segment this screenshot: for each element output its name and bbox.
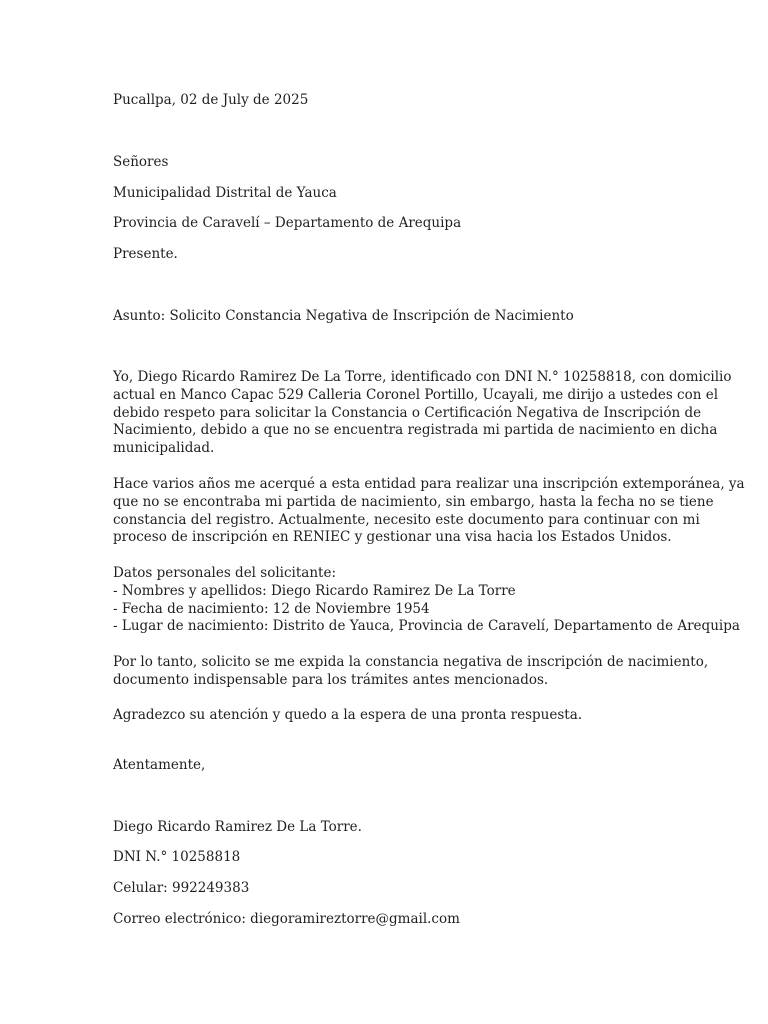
body-paragraph-4	[113, 654, 709, 690]
signature-dni: DNI N.° 10258818	[113, 849, 241, 865]
subject-line: Asunto: Solicito Constancia Negativa de Inscripción de Nacimiento	[113, 308, 574, 324]
paragraph-line: municipalidad.	[113, 440, 215, 457]
personal-data-block	[113, 565, 740, 636]
recipient-entity: Municipalidad Distrital de Yauca	[113, 185, 337, 201]
personal-data-item: - Nombres y apellidos: Diego Ricardo Ramirez De La Torre	[113, 582, 516, 599]
paragraph-line: que no se encontraba mi partida de nacimiento, sin embargo, hasta la fecha no se tiene	[113, 493, 714, 510]
date-line: Pucallpa, 02 de July de 2025	[113, 92, 309, 108]
signature-phone: Celular: 992249383	[113, 880, 250, 896]
personal-data-item: - Fecha de nacimiento: 12 de Noviembre 1954	[113, 600, 430, 617]
recipient-salutation: Señores	[113, 154, 169, 170]
signature-name: Diego Ricardo Ramirez De La Torre.	[113, 819, 362, 835]
paragraph-line: Por lo tanto, solicito se me expida la constancia negativa de inscripción de nacimiento,	[113, 654, 709, 670]
recipient-presente: Presente.	[113, 246, 178, 262]
paragraph-line: proceso de inscripción en RENIEC y gestionar una visa hacia los Estados Unidos.	[113, 529, 672, 546]
paragraph-line: Nacimiento, debido a que no se encuentra registrada mi partida de nacimiento en dicha	[113, 422, 718, 439]
paragraph-line: actual en Manco Capac 529 Calleria Coronel Portillo, Ucayali, me dirijo a ustedes con el	[113, 386, 719, 403]
paragraph-line: documento indispensable para los trámites antes mencionados.	[113, 671, 549, 688]
paragraph-line: Hace varios años me acerqué a esta entidad para realizar una inscripción extemporánea, ya	[113, 476, 745, 492]
personal-data-heading: Datos personales del solicitante:	[113, 565, 336, 581]
paragraph-line: constancia del registro. Actualmente, necesito este documento para continuar con mi	[113, 511, 700, 528]
signature-email: Correo electrónico: diegoramireztorre@gmail.com	[113, 911, 460, 927]
closing-line: Atentamente,	[113, 757, 206, 773]
paragraph-line: Agradezco su atención y quedo a la espera de una pronta respuesta.	[113, 707, 583, 723]
paragraph-line: debido respeto para solicitar la Constancia o Certificación Negativa de Inscripción de	[113, 404, 702, 421]
body-paragraph-1	[113, 369, 732, 458]
personal-data-item: - Lugar de nacimiento: Distrito de Yauca, Provincia de Caravelí, Departamento de Arequipa	[113, 618, 740, 635]
recipient-province: Provincia de Caravelí – Departamento de Arequipa	[113, 215, 462, 231]
body-paragraph-2	[113, 476, 745, 547]
body-paragraph-5	[113, 707, 658, 725]
paragraph-line: Yo, Diego Ricardo Ramirez De La Torre, identificado con DNI N.° 10258818, con domicilio	[113, 369, 732, 385]
